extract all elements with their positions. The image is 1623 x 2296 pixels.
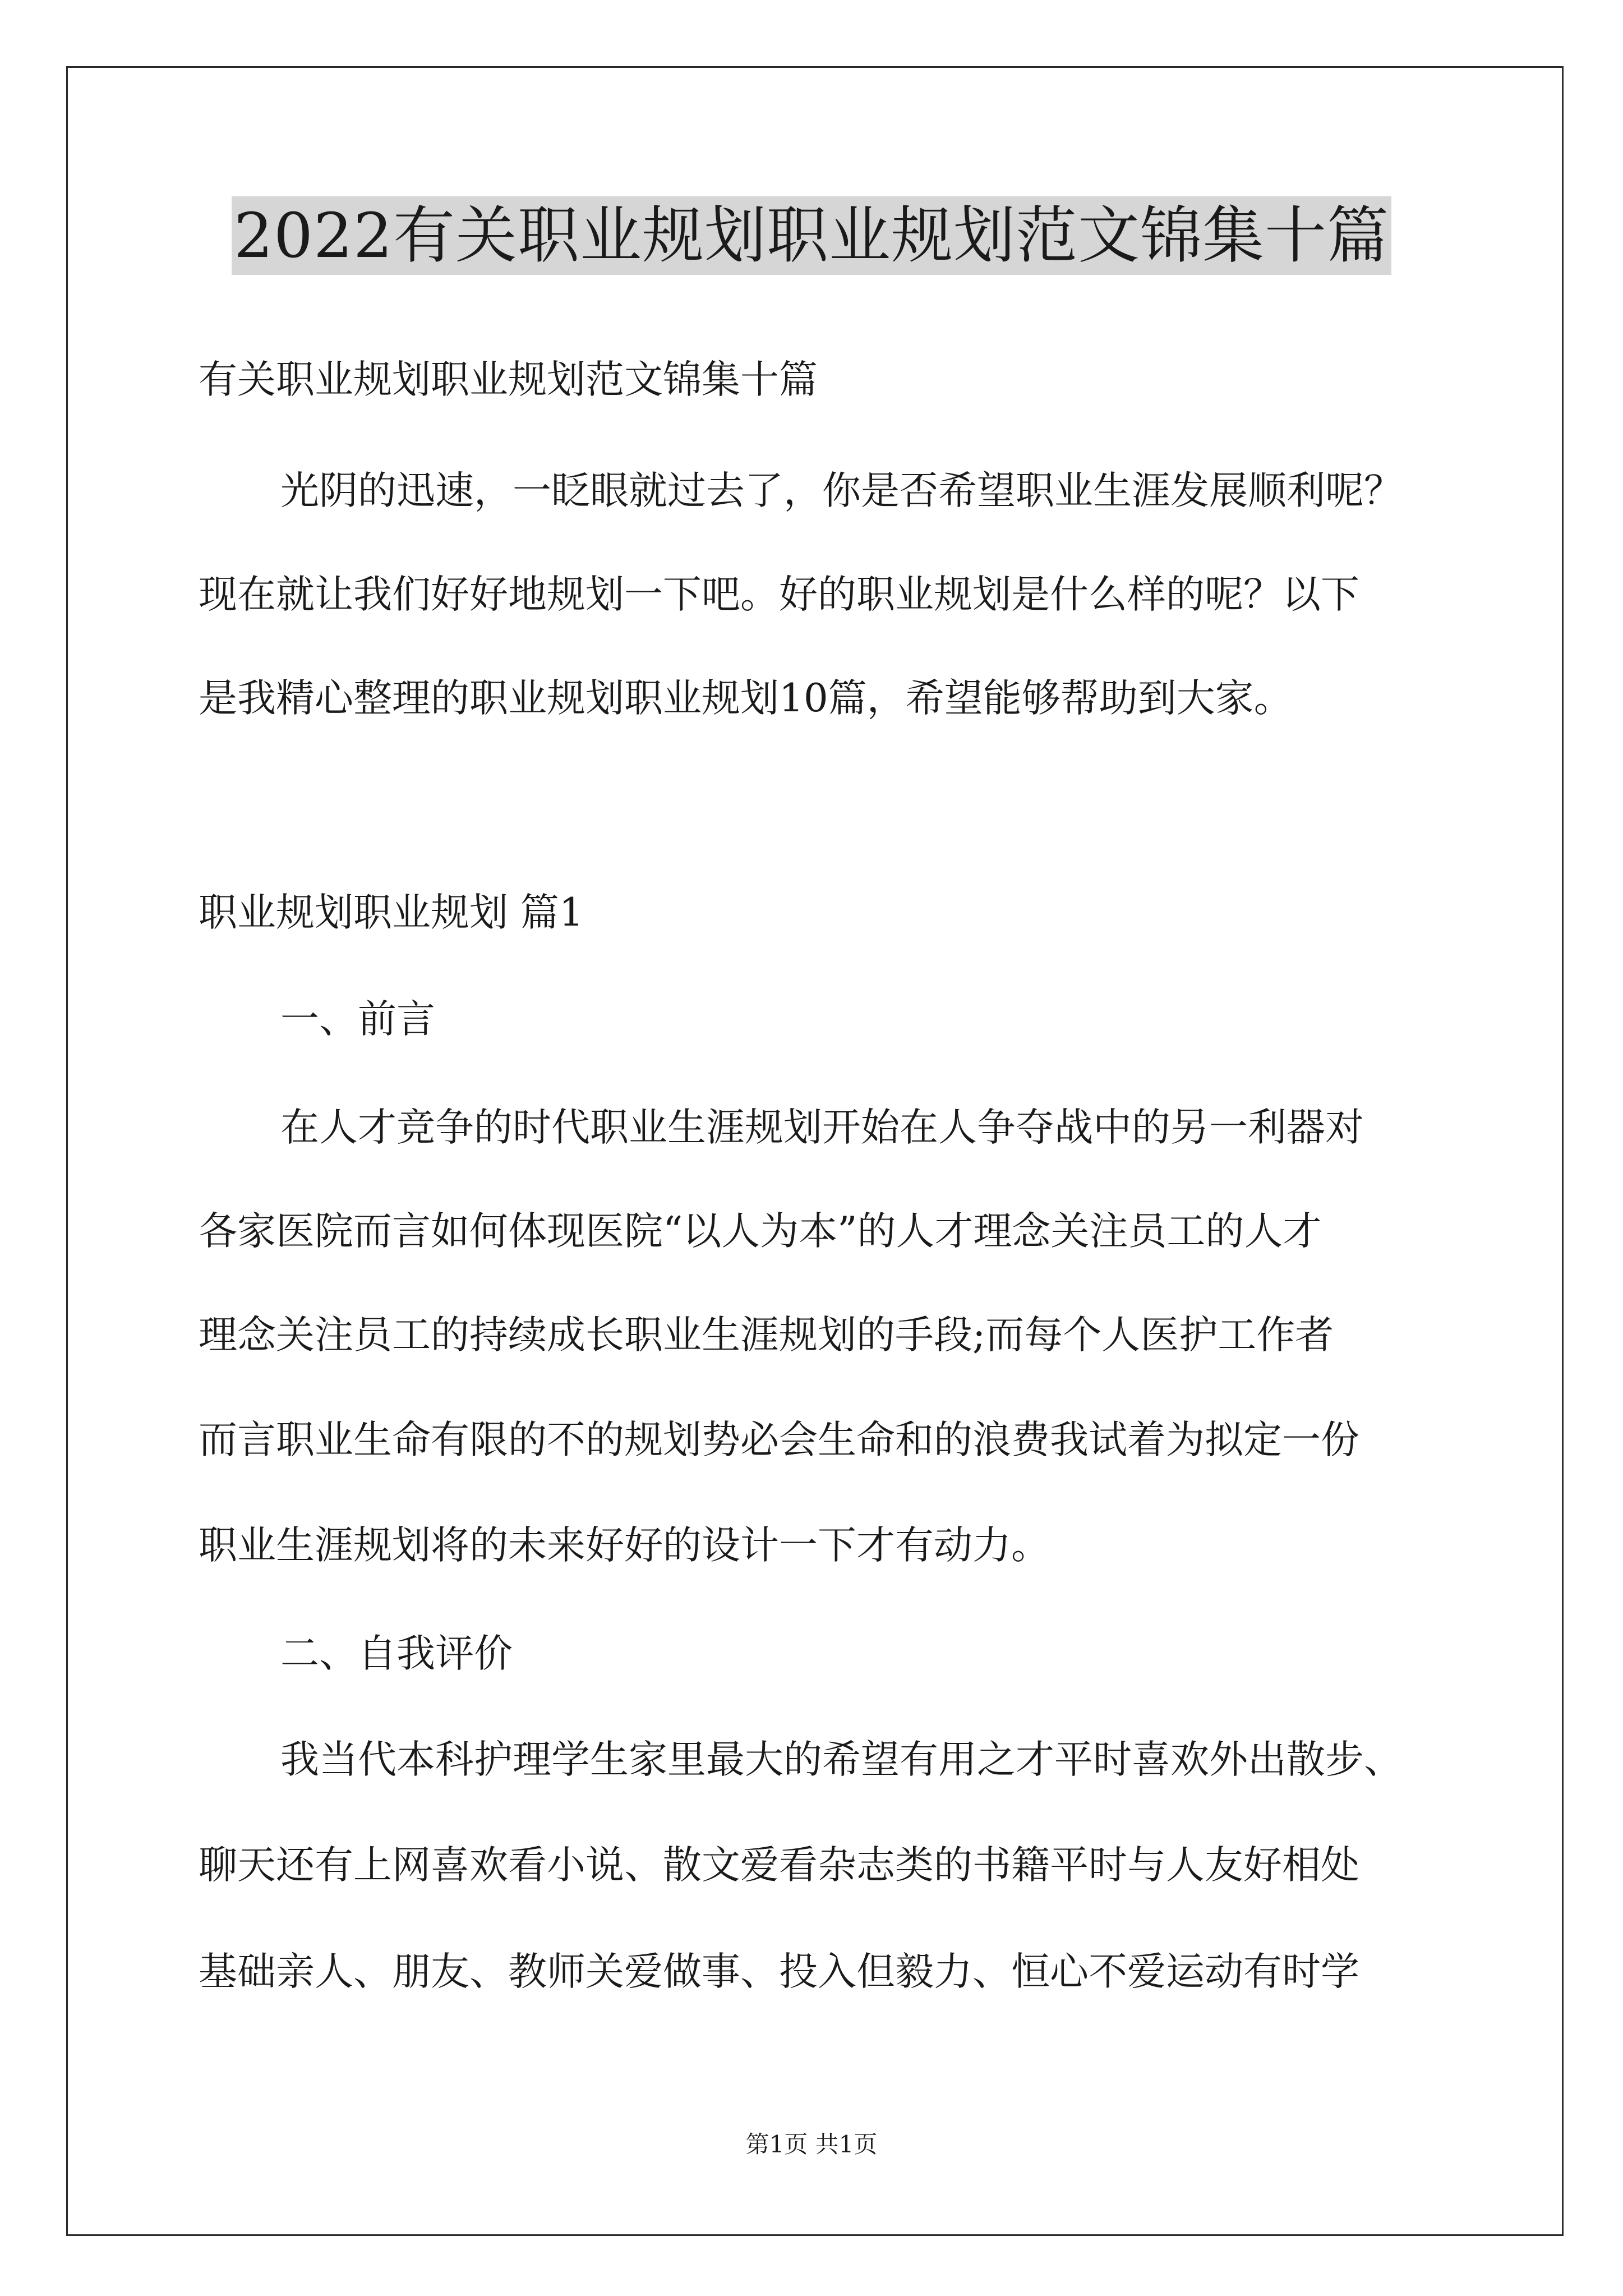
title-container (0, 196, 1623, 275)
page-footer: 第1页 共1页 (745, 2131, 878, 2158)
part1-line-4: 而言职业生命有限的不的规划势必会生命和的浪费我试着为拟定一份 (199, 1418, 1359, 1462)
part1-line-1: 在人才竞争的时代职业生涯规划开始在人争夺战中的另一利器对 (280, 1105, 1364, 1150)
part1-heading: 一、前言 (280, 997, 435, 1042)
document-subtitle: 有关职业规划职业规划范文锦集十篇 (199, 357, 818, 402)
part2-line-2: 聊天还有上网喜欢看小说、散文爱看杂志类的书籍平时与人友好相处 (199, 1843, 1359, 1888)
part2-line-1: 我当代本科护理学生家里最大的希望有用之才平时喜欢外出散步、 (280, 1737, 1403, 1782)
part1-line-5: 职业生涯规划将的未来好好的设计一下才有动力。 (199, 1523, 1050, 1568)
section-heading: 职业规划职业规划 篇1 (199, 890, 584, 935)
intro-line-1: 光阴的迅速，一眨眼就过去了，你是否希望职业生涯发展顺利呢？ (280, 468, 1403, 513)
intro-line-3: 是我精心整理的职业规划职业规划10篇，希望能够帮助到大家。 (199, 676, 1293, 721)
document-title: 2022有关职业规划职业规划范文锦集十篇 (232, 196, 1391, 275)
intro-line-2: 现在就让我们好好地规划一下吧。好的职业规划是什么样的呢？以下 (199, 572, 1359, 617)
part2-heading: 二、自我评价 (280, 1631, 513, 1676)
part2-line-3: 基础亲人、朋友、教师关爱做事、投入但毅力、恒心不爱运动有时学 (199, 1949, 1359, 1994)
part1-line-2: 各家医院而言如何体现医院“以人为本”的人才理念关注员工的人才 (199, 1209, 1322, 1254)
part1-line-3: 理念关注员工的持续成长职业生涯规划的手段;而每个人医护工作者 (199, 1313, 1334, 1358)
